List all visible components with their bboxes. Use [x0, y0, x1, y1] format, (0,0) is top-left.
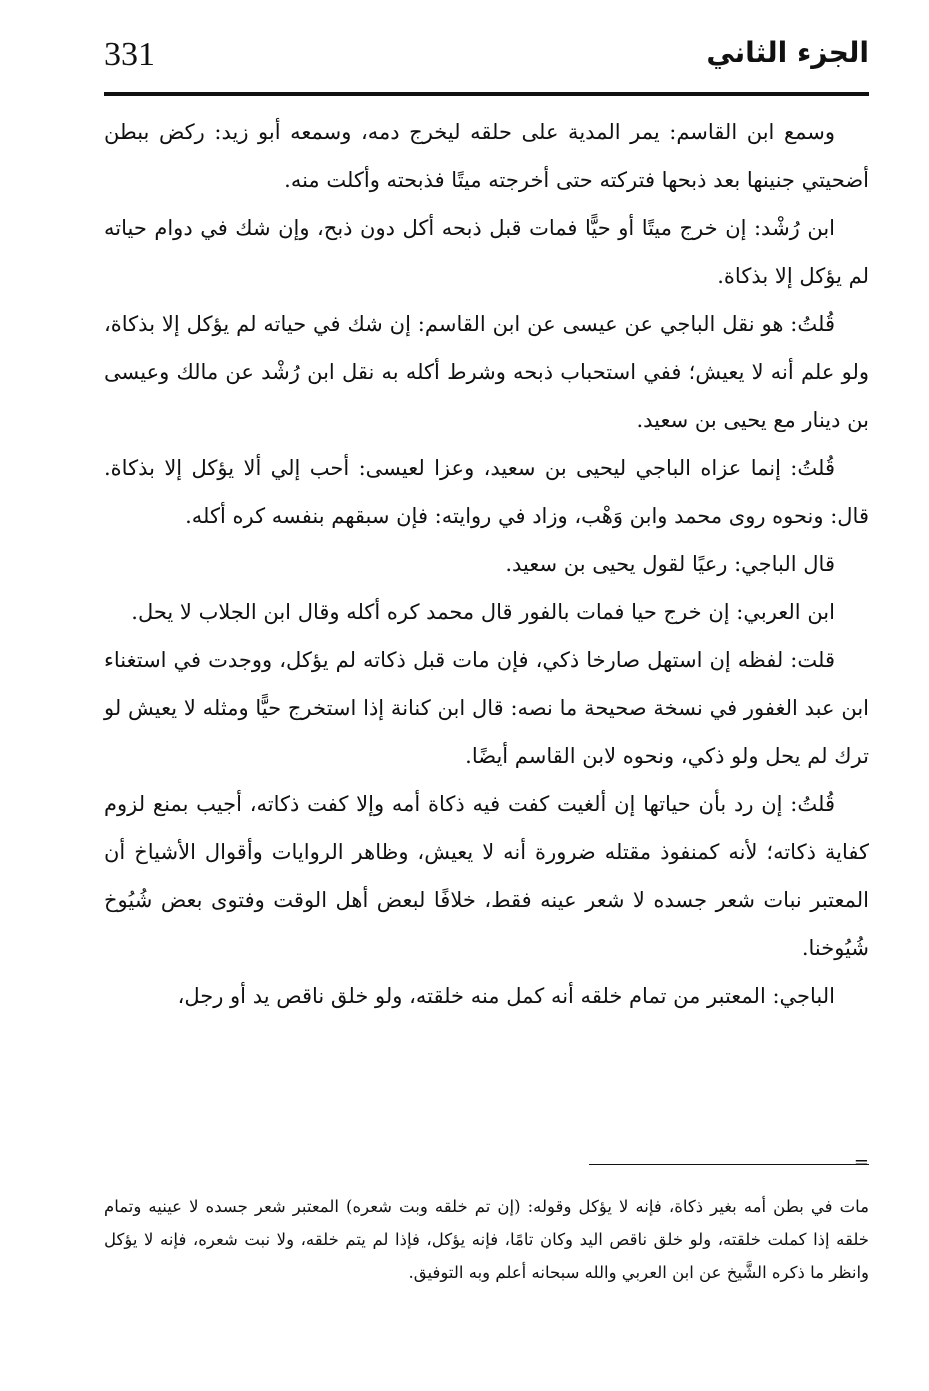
- paragraph-8: قُلتُ: إن رد بأن حياتها إن ألغيت كفت فيه ذكاة أمه وإلا كفت ذكاته، أجيب بمنع لزوم كفاية ذكاته؛ لأنه كمنفوذ مقتله ضرورة أنه لا يعيش، وظاهر الروايات وأقوال الأشياخ أن المعتبر نبات شعر جسده لا شعر عينه فقط، خلافًا لبعض أهل الوقت وفتوى بعض شُيُوخ شُيُوخنا.: [104, 792, 869, 960]
- running-head: الجزء الثاني: [706, 36, 869, 69]
- paragraph-1: وسمع ابن القاسم: يمر المدية على حلقه ليخرج دمه، وسمعه أبو زيد: ركض ببطن أضحيتي جنينها بعد ذبحها فتركته حتى أخرجته ميتًا فذبحته وأكلت منه.: [104, 120, 869, 192]
- page-number: 331: [104, 36, 155, 73]
- paragraph-4: قُلتُ: إنما عزاه الباجي ليحيى بن سعيد، وعزا لعيسى: أحب إلي ألا يؤكل إلا بذكاة. قال: ونحوه روى محمد وابن وَهْب، وزاد في روايته: فإن سبقهم بنفسه كره أكله.: [104, 456, 869, 528]
- paragraph-5: قال الباجي: رعيًا لقول يحيى بن سعيد.: [505, 552, 835, 576]
- paragraph-9: الباجي: المعتبر من تمام خلقه أنه كمل منه خلقته، ولو خلق ناقص يد أو رجل،: [177, 984, 835, 1008]
- paragraph-6: ابن العربي: إن خرج حيا فمات بالفور قال محمد كره أكله وقال ابن الجلاب لا يحل.: [131, 600, 835, 624]
- page-header: [104, 28, 869, 92]
- body-text: [104, 108, 869, 1020]
- footnote-separator: [589, 1164, 869, 1165]
- footnote-text: مات في بطن أمه بغير ذكاة، فإنه لا يؤكل وقوله: (إن تم خلقه وبت شعره) المعتبر شعر جسده لا عينيه وتمام خلقه إذا كملت خلقته، ولو خلق ناقص اليد وكان تامًا، فإنه يؤكل، فإذا لم يتم خلقه، ولا نبت شعره، فإنه لا يؤكل وانظر ما ذكره الشَّيخ عن ابن العربي والله سبحانه أعلم وبه التوفيق.: [104, 1197, 869, 1282]
- footnote-continuation-mark: =: [853, 1152, 869, 1173]
- paragraph-3: قُلتُ: هو نقل الباجي عن عيسى عن ابن القاسم: إن شك في حياته لم يؤكل إلا بذكاة، ولو علم أنه لا يعيش؛ ففي استحباب ذبحه وشرط أكله به نقل ابن رُشْد عن مالك وعيسى بن دينار مع يحيى بن سعيد.: [104, 312, 869, 432]
- paragraph-2: ابن رُشْد: إن خرج ميتًا أو حيًّا فمات قبل ذبحه أكل دون ذبح، وإن شك في دوام حياته لم يؤكل إلا بذكاة.: [104, 216, 869, 288]
- paragraph-7: قلت: لفظه إن استهل صارخا ذكي، فإن مات قبل ذكاته لم يؤكل، ووجدت في استغناء ابن عبد الغفور في نسخة صحيحة ما نصه: قال ابن كنانة إذا استخرج حيًّا ومثله لا يعيش لو ترك لم يحل ولو ذكي، ونحوه لابن القاسم أيضًا.: [104, 648, 869, 768]
- header-rule: [104, 92, 869, 96]
